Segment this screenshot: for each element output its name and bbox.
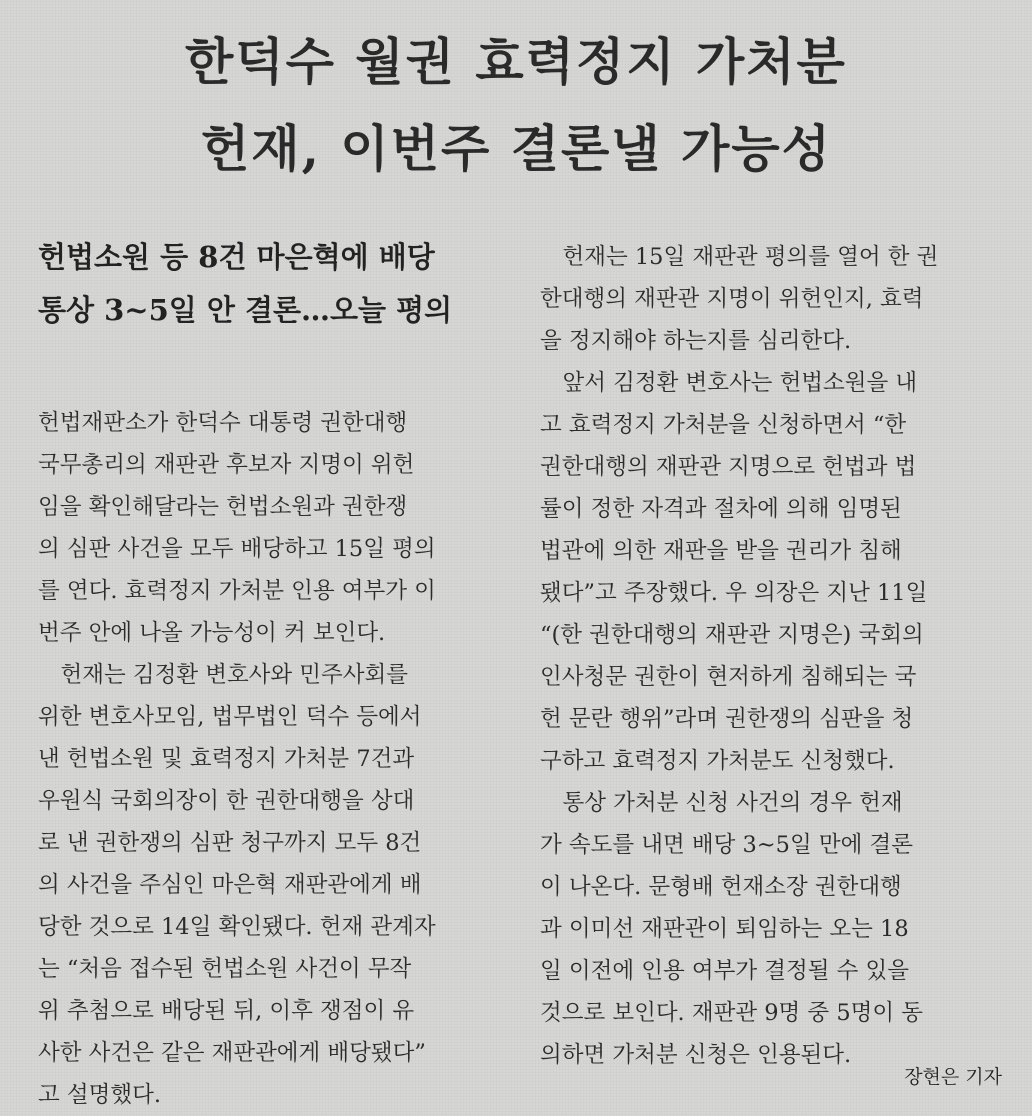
body-line: 구하고 효력정지 가처분도 신청했다. — [540, 748, 895, 774]
body-line: 것으로 보인다. 재판관 9명 중 5명이 동 — [540, 1000, 923, 1026]
body-line: 위 추첨으로 배당된 뒤, 이후 쟁점이 유 — [38, 998, 415, 1024]
body-line: 의 사건을 주심인 마은혁 재판관에게 배 — [38, 872, 422, 898]
body-line: 로 낸 권한쟁의 심판 청구까지 모두 8건 — [38, 830, 422, 856]
body-line: 당한 것으로 14일 확인됐다. 헌재 관계자 — [38, 914, 436, 940]
body-line: 통상 가처분 신청 사건의 경우 헌재 — [540, 790, 903, 816]
body-line: 가 속도를 내면 배당 3~5일 만에 결론 — [540, 832, 913, 858]
body-line: 헌 문란 행위”라며 권한쟁의 심판을 청 — [540, 706, 914, 732]
reporter-byline: 장현은 기자 — [904, 1066, 1002, 1088]
body-line: 헌재는 15일 재판관 평의를 열어 한 권 — [540, 244, 939, 270]
body-line: 를 연다. 효력정지 가처분 인용 여부가 이 — [38, 578, 436, 604]
body-line: 헌재는 김정환 변호사와 민주사회를 — [38, 662, 408, 688]
body-line: 됐다”고 주장했다. 우 의장은 지난 11일 — [540, 580, 928, 606]
body-line: “(한 권한대행의 재판관 지명은) 국회의 — [540, 622, 924, 648]
body-line: 을 정지해야 하는지를 심리한다. — [540, 328, 852, 354]
body-line: 고 효력정지 가처분을 신청하면서 “한 — [540, 412, 907, 438]
body-line: 헌법재판소가 한덕수 대통령 권한대행 — [38, 410, 408, 436]
body-line: 위한 변호사모임, 법무법인 덕수 등에서 — [38, 704, 422, 730]
body-line: 번주 안에 나올 가능성이 커 보인다. — [38, 620, 386, 646]
body-line: 사한 사건은 같은 재판관에게 배당됐다” — [38, 1040, 426, 1066]
body-line: 우원식 국회의장이 한 권한대행을 상대 — [38, 788, 415, 814]
subheadline-line-2: 통상 3~5일 안 결론…오늘 평의 — [38, 293, 453, 327]
body-line: 고 설명했다. — [38, 1082, 161, 1108]
body-line: 앞서 김정환 변호사는 헌법소원을 내 — [540, 370, 918, 396]
headline-line-2: 헌재, 이번주 결론낼 가능성 — [201, 119, 832, 178]
body-line: 권한대행의 재판관 지명으로 헌법과 법 — [540, 454, 917, 480]
headline-line-1: 한덕수 월권 효력정지 가처분 — [185, 32, 847, 91]
article-body-right-column — [540, 236, 1000, 1066]
body-line: 인사청문 권한이 현저하게 침해되는 국 — [540, 664, 917, 690]
body-line: 의하면 가처분 신청은 인용된다. — [540, 1042, 852, 1068]
body-line: 한대행의 재판관 지명이 위헌인지, 효력 — [540, 286, 924, 312]
body-line: 이 나온다. 문형배 헌재소장 권한대행 — [540, 874, 902, 900]
body-line: 는 “처음 접수된 헌법소원 사건이 무작 — [38, 956, 412, 982]
body-line: 임을 확인해달라는 헌법소원과 권한쟁 — [38, 494, 408, 520]
body-line: 의 심판 사건을 모두 배당하고 15일 평의 — [38, 536, 436, 562]
body-line: 과 이미선 재판관이 퇴임하는 오는 18 — [540, 916, 909, 942]
subheadline-line-1: 헌법소원 등 8건 마은혁에 배당 — [38, 240, 435, 274]
body-line: 국무총리의 재판관 후보자 지명이 위헌 — [38, 452, 415, 478]
body-line: 낸 헌법소원 및 효력정지 가처분 7건과 — [38, 746, 415, 772]
article-body-left-column — [38, 402, 500, 1108]
body-line: 률이 정한 자격과 절차에 의해 임명된 — [540, 496, 902, 522]
body-line: 법관에 의한 재판을 받을 권리가 침해 — [540, 538, 902, 564]
body-line: 일 이전에 인용 여부가 결정될 수 있을 — [540, 958, 909, 984]
